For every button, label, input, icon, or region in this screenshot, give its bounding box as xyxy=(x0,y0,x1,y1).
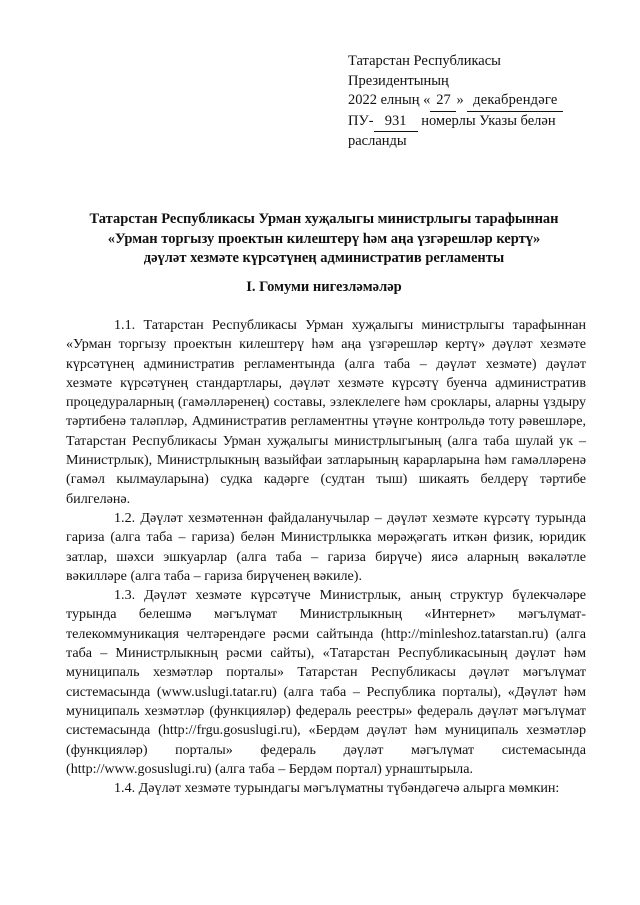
document-title xyxy=(66,210,582,269)
approval-stamp xyxy=(348,52,608,152)
paragraph-1-1: 1.1. Татарстан Республикасы Урман хуҗалыгы министрлыгы тарафыннан «Урман торгызу проектын килештерү һәм аңа үзгәрешләр кертү» дәүләт хезмәте күрсәтүнең административ регламентында (алга таба – дәүләт хезмәте) дәүләт хезмәте күрсәтүнең стандартлары, дәүләт хезмәте күрсәтү буенча административ процедураларның (гамәлләренең) составы, эзлеклелеге һәм сроклары, аларны үздыру тәртибенә таләпләр, Административ регламентны үтәүне контрольдә тоту рәвешләре, Татарстан Республикасы Урман хуҗалыгы министрлыгының (алга таба шулай ук – Министрлык), Министрлыкның вазыйфаи затларының карарларына һәм гамәлләренә (гамәл кылмауларына) судка кадәрге (судтан тыш) шикаять белдерү тәртибе билгеләнә. xyxy=(66,317,586,507)
approval-line-approved: расланды xyxy=(348,133,407,149)
approval-month: декабрендәге xyxy=(467,91,563,112)
approval-line-president: Президентының xyxy=(348,72,449,89)
approval-line-republic: Татарстан Республикасы xyxy=(348,53,501,69)
approval-date-prefix: 2022 елның « xyxy=(348,92,431,108)
document-body xyxy=(66,316,586,798)
approval-decree-suffix: номерлы Указы белән xyxy=(417,112,556,129)
approval-date-mid: » xyxy=(456,92,468,108)
paragraph-1-3: 1.3. Дәүләт хезмәте күрсәтүче Министрлык, аның структур бүлекчәләре турында белешмә мәгълүмат Министрлыкның «Интернет» мәгълүмат-телекоммуникация челтәрендәге рәсми сайтында (http://minleshoz.tatarstan.ru) (алга таба – Министрлыкның рәсми сайты), «Татарстан Республикасының дәүләт һәм муниципаль хезмәтләр порталы» Татарстан Республикасы дәүләт мәгълүмат системасында (www.uslugi.tatar.ru) (алга таба – Республика порталы), «Дәүләт һәм муниципаль хезмәтләр (функцияләр) федераль реестры» федераль дәүләт мәгълүмат системасында (http://frgu.gosuslugi.ru), «Бердәм дәүләт һәм муниципаль хезмәтләр (функцияләр) порталы» федераль дәүләт мәгълүмат системасында (http://www.gosuslugi.ru) (алга таба – Бердәм портал) урнаштырыла. xyxy=(66,587,586,777)
approval-decree-prefix: ПУ- xyxy=(348,112,374,129)
title-line-3: дәүләт хезмәте күрсәтүнең административ регламенты xyxy=(143,250,505,266)
title-line-2: «Урман торгызу проектын килештерү һәм аңа үзгәрешләр кертү» xyxy=(107,230,541,247)
section-heading: I. Гомуми нигезләмәләр xyxy=(246,279,402,295)
approval-date-line xyxy=(348,91,608,112)
paragraph-1-2: 1.2. Дәүләт хезмәтеннән файдаланучылар – дәүләт хезмәте күрсәтү турында гариза (алга таба – гариза) белән Министрлыкка мөрәҗәгать иткән физик, юридик затлар, шәхси эшкуарлар (алга таба – гариза бирүче) яисә аларның вәкаләтле вәкилләре (алга таба – гариза бирүченең вәкиле). xyxy=(66,509,586,584)
approval-decree-number: 931 xyxy=(374,112,418,133)
paragraph-1-4: 1.4. Дәүләт хезмәте турындагы мәгълүматны түбәндәгечә алырга мөмкин: xyxy=(114,780,560,797)
title-line-1: Татарстан Республикасы Урман хуҗалыгы министрлыгы тарафыннан xyxy=(89,211,559,227)
approval-day: 27 xyxy=(430,91,456,112)
approval-decree-line xyxy=(348,112,608,133)
